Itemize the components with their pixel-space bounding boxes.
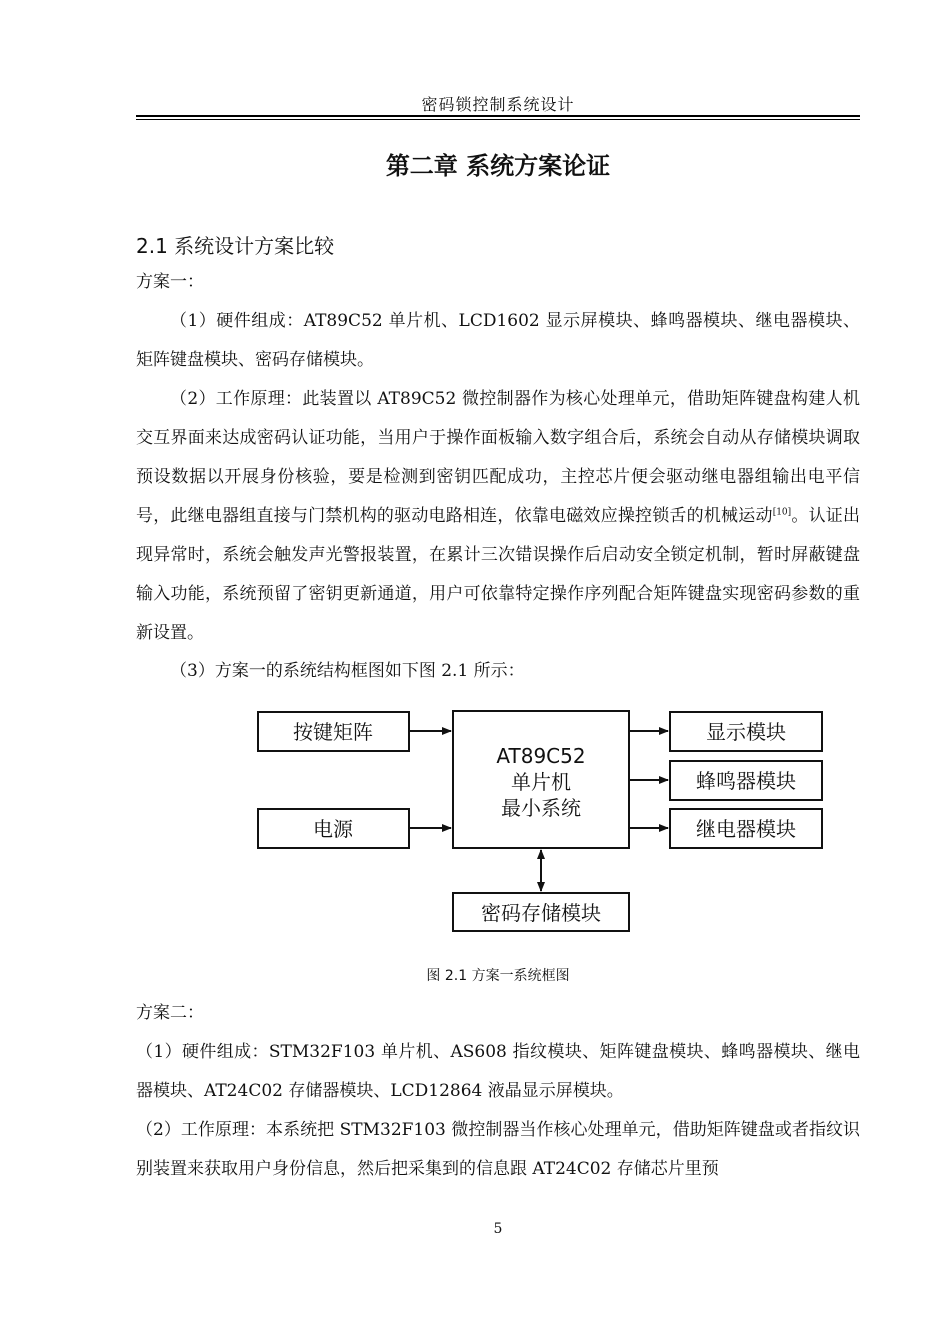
- label-display: 显示模块: [706, 720, 786, 744]
- label-buzzer: 蜂鸣器模块: [696, 769, 796, 793]
- label-mcu-line2: 单片机: [511, 770, 571, 794]
- section-title: 2.1 系统设计方案比较: [136, 234, 335, 258]
- label-relay: 继电器模块: [696, 817, 796, 841]
- scheme1-principle-part-a: （2）工作原理：此装置以 AT89C52 微控制器作为核心处理单元，借助矩阵键盘构建人机交互界面来达成密码认证功能，当用户于操作面板输入数字组合后，系统会自动从存储模块调取预设数据以开展身份核验，要是检测到密钥匹配成功，主控芯片便会驱动继电器组输出电平信号，此继电器组直接与门禁机构的驱动电路相连，依靠电磁效应操控锁舌的机械运动: [136, 389, 860, 526]
- scheme2-hardware: （1）硬件组成：STM32F103 单片机、AS608 指纹模块、矩阵键盘模块、蜂鸣器模块、继电器模块、AT24C02 存储器模块、LCD12864 液晶显示屏模块。: [136, 1042, 860, 1101]
- label-power: 电源: [313, 817, 353, 841]
- label-storage: 密码存储模块: [481, 901, 601, 925]
- page-number: 5: [493, 1221, 503, 1237]
- citation-marker[interactable]: [10]: [772, 507, 792, 518]
- figure-caption: 图 2.1 方案一系统框图: [426, 968, 570, 984]
- label-keypad: 按键矩阵: [293, 720, 373, 744]
- scheme1-principle-part-b: 。认证出现异常时，系统会触发声光警报装置，在累计三次错误操作后启动安全锁定机制，暂时屏蔽键盘输入功能，系统预留了密钥更新通道，用户可依靠特定操作序列配合矩阵键盘实现密码参数的重新设置。: [136, 506, 861, 643]
- scheme1-structure: （3）方案一的系统结构框图如下图 2.1 所示：: [170, 661, 525, 681]
- scheme2-label: 方案二：: [136, 1003, 204, 1023]
- scheme2-principle: （2）工作原理：本系统把 STM32F103 微控制器当作核心处理单元，借助矩阵键盘或者指纹识别装置来获取用户身份信息，然后把采集到的信息跟 AT24C02 存储芯片里预: [136, 1120, 860, 1179]
- label-mcu-line1: AT89C52: [496, 744, 586, 768]
- label-mcu-line3: 最小系统: [501, 796, 581, 820]
- scheme1-label: 方案一：: [136, 272, 204, 292]
- chapter-title: 第二章 系统方案论证: [385, 152, 611, 180]
- running-header: 密码锁控制系统设计: [421, 95, 575, 114]
- scheme1-hardware: （1）硬件组成：AT89C52 单片机、LCD1602 显示屏模块、蜂鸣器模块、继电器模块、矩阵键盘模块、密码存储模块。: [136, 311, 860, 370]
